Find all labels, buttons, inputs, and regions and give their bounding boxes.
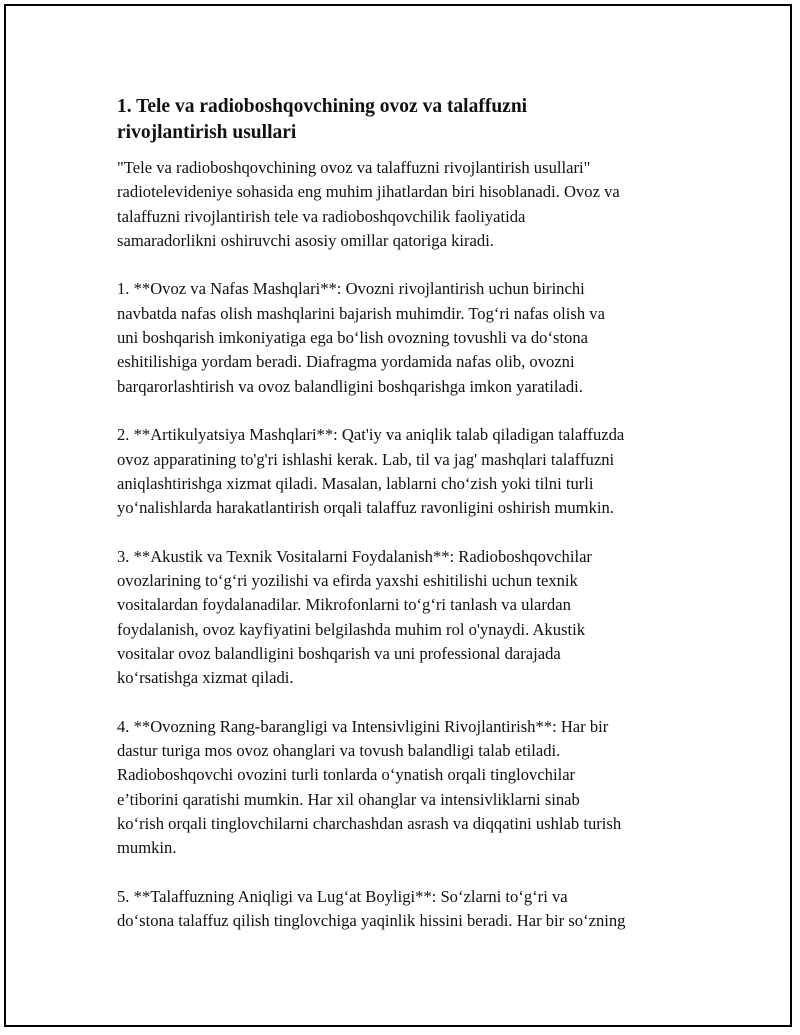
text-line: navbatda nafas olish mashqlarini bajarish muhimdir. Tog‘ri nafas olish va	[117, 303, 605, 323]
text-line: talaffuzni rivojlantirish tele va radioboshqovchilik faoliyatida	[117, 206, 526, 226]
document-title	[117, 94, 697, 146]
text-line: vositalar ovoz balandligini boshqarish va uni professional darajada	[117, 643, 561, 663]
text-line: 3. **Akustik va Texnik Vositalarni Foydalanish**: Radioboshqovchilar	[117, 546, 592, 566]
section-paragraph-2	[117, 423, 697, 520]
text-line: eshitilishiga yordam beradi. Diafragma yordamida nafas olib, ovozni	[117, 352, 575, 372]
text-line: aniqlashtirishga xizmat qiladi. Masalan, lablarni cho‘zish yoki tilni turli	[117, 473, 594, 493]
title-line: rivojlantirish usullari	[117, 122, 297, 143]
text-line: 2. **Artikulyatsiya Mashqlari**: Qat'iy va aniqlik talab qiladigan talaffuzda	[117, 425, 625, 445]
text-line: barqarorlashtirish va ovoz balandligini boshqarishga imkon yaratiladi.	[117, 376, 583, 396]
text-line: ko‘rish orqali tinglovchilarni charchashdan asrash va diqqatini ushlab turish	[117, 814, 622, 834]
text-line: dastur turiga mos ovoz ohanglari va tovush balandligi talab etiladi.	[117, 741, 561, 761]
text-line: ovoz apparatining to'g'ri ishlashi kerak. Lab, til va jag' mashqlari talaffuzni	[117, 449, 615, 469]
text-line: yo‘nalishlarda harakatlantirish orqali talaffuz ravonligini oshirish mumkin.	[117, 498, 614, 518]
text-line: e’tiborini qaratishi mumkin. Har xil ohanglar va intensivliklarni sinab	[117, 789, 580, 809]
text-line: radiotelevideniye sohasida eng muhim jihatlardan biri hisoblanadi. Ovoz va	[117, 182, 620, 202]
section-paragraph-3	[117, 545, 697, 691]
text-line: Radioboshqovchi ovozini turli tonlarda o‘ynatish orqali tinglovchilar	[117, 765, 576, 785]
intro-paragraph	[117, 156, 697, 253]
section-paragraph-1	[117, 277, 697, 398]
document-body	[117, 94, 697, 958]
title-line: 1. Tele va radioboshqovchining ovoz va talaffuzni	[117, 96, 528, 117]
text-line: foydalanish, ovoz kayfiyatini belgilashda muhim rol o'ynaydi. Akustik	[117, 619, 586, 639]
text-line: ovozlarining to‘g‘ri yozilishi va efirda yaxshi eshitilishi uchun texnik	[117, 571, 578, 591]
section-paragraph-4	[117, 715, 697, 861]
text-line: "Tele va radioboshqovchining ovoz va talaffuzni rivojlantirish usullari"	[117, 158, 591, 177]
text-line: 5. **Talaffuzning Aniqligi va Lug‘at Boyligi**: So‘zlarni to‘g‘ri va	[117, 886, 568, 906]
text-line: 1. **Ovoz va Nafas Mashqlari**: Ovozni rivojlantirish uchun birinchi	[117, 279, 585, 299]
section-paragraph-5	[117, 885, 697, 934]
text-line: do‘stona talaffuz qilish tinglovchiga yaqinlik hissini beradi. Har bir so‘zning	[117, 911, 626, 931]
text-line: uni boshqarish imkoniyatiga ega bo‘lish ovozning tovushli va do‘stona	[117, 328, 589, 348]
text-line: 4. **Ovozning Rang-barangligi va Intensivligini Rivojlantirish**: Har bir	[117, 716, 609, 736]
text-line: ko‘rsatishga xizmat qiladi.	[117, 668, 294, 688]
text-line: vositalardan foydalanadilar. Mikrofonlarni to‘g‘ri tanlash va ulardan	[117, 595, 571, 615]
text-line: samaradorlikni oshiruvchi asosiy omillar qatoriga kiradi.	[117, 230, 494, 250]
text-line: mumkin.	[117, 838, 177, 858]
